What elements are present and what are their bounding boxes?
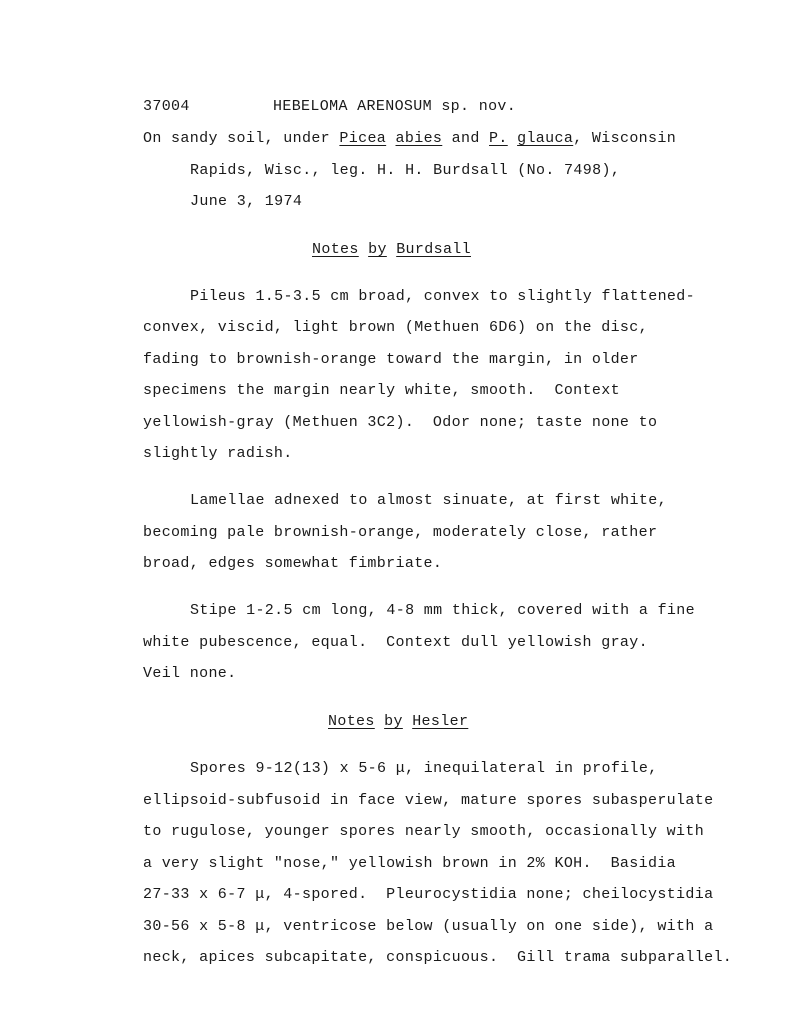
lamellae-line: Lamellae adnexed to almost sinuate, at first white, <box>190 492 667 509</box>
heading-by: by <box>384 713 403 730</box>
lamellae-line: broad, edges somewhat fimbriate. <box>143 555 443 572</box>
habitat-and: and <box>442 130 490 147</box>
heading-by: by <box>368 241 387 258</box>
stipe-line: Stipe 1-2.5 cm long, 4-8 mm thick, covered with a fine <box>190 602 695 619</box>
pileus-line: slightly radish. <box>143 445 293 462</box>
spores-line: ellipsoid-subfusoid in face view, mature spores subasperulate <box>143 792 714 809</box>
habitat-line <box>143 129 676 149</box>
spores-line: a very slight "nose," yellowish brown in 2% KOH. Basidia <box>143 855 677 872</box>
stipe-line: Veil none. <box>143 665 237 682</box>
species-title: HEBELOMA ARENOSUM sp. nov. <box>273 98 517 115</box>
spores-line: 30-56 x 5-8 μ, ventricose below (usually on one side), with a <box>143 918 714 935</box>
pileus-line: Pileus 1.5-3.5 cm broad, convex to slightly flattened- <box>190 288 695 305</box>
collection-date: June 3, 1974 <box>190 193 303 210</box>
collector-line: Rapids, Wisc., leg. H. H. Burdsall (No. 7498), <box>190 162 621 179</box>
genus-picea: Picea <box>339 130 387 147</box>
pileus-line: convex, viscid, light brown (Methuen 6D6) on the disc, <box>143 319 648 336</box>
genus-p: P. <box>489 130 508 147</box>
habitat-text: On sandy soil, under <box>143 130 340 147</box>
heading-notes: Notes <box>328 713 375 730</box>
pileus-line: specimens the margin nearly white, smooth. Context <box>143 382 620 399</box>
habitat-location: , Wisconsin <box>573 130 677 147</box>
pileus-line: fading to brownish-orange toward the margin, in older <box>143 351 639 368</box>
species-glauca: glauca <box>517 130 574 147</box>
accession-number: 37004 <box>143 98 190 115</box>
stipe-line: white pubescence, equal. Context dull yellowish gray. <box>143 634 648 651</box>
heading-author: Burdsall <box>396 241 471 258</box>
spores-line: neck, apices subcapitate, conspicuous. Gill trama subparallel. <box>143 949 733 966</box>
heading-author: Hesler <box>412 713 469 730</box>
pileus-line: yellowish-gray (Methuen 3C2). Odor none; taste none to <box>143 414 658 431</box>
heading-notes: Notes <box>312 241 359 258</box>
section-heading-hesler <box>328 712 468 732</box>
spores-line: Spores 9-12(13) x 5-6 μ, inequilateral in profile, <box>190 760 658 777</box>
species-abies: abies <box>395 130 443 147</box>
spores-line: to rugulose, younger spores nearly smooth, occasionally with <box>143 823 705 840</box>
lamellae-line: becoming pale brownish-orange, moderately close, rather <box>143 524 658 541</box>
section-heading-burdsall <box>312 240 471 260</box>
spores-line: 27-33 x 6-7 μ, 4-spored. Pleurocystidia none; cheilocystidia <box>143 886 714 903</box>
